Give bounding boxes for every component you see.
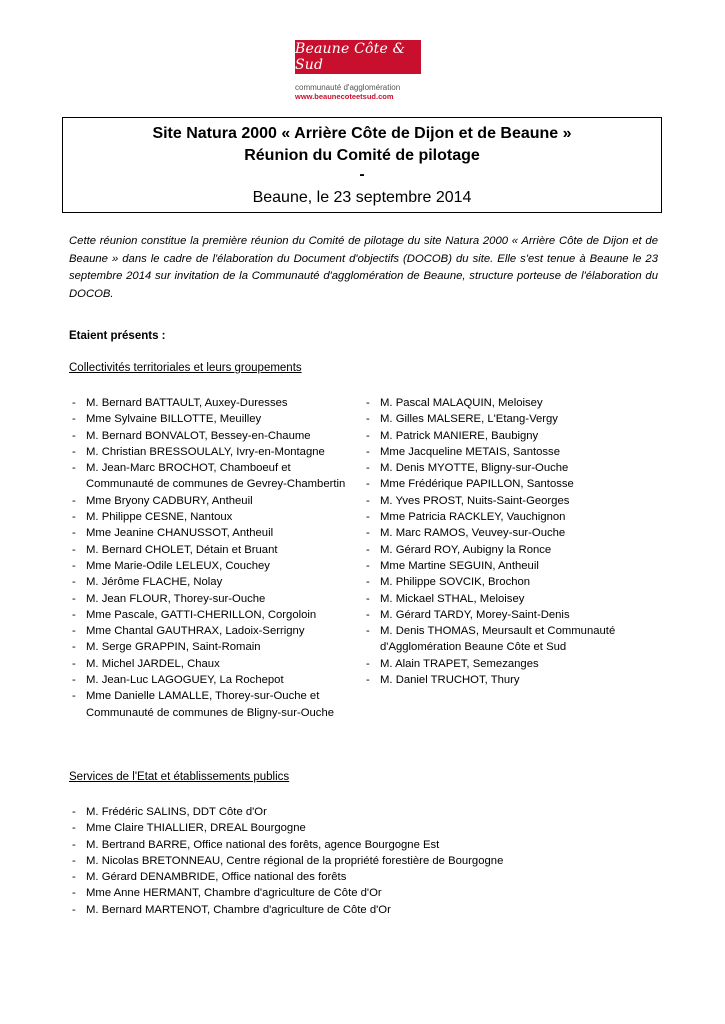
attendee-list-right — [363, 395, 663, 688]
list-item: - M. Patrick MANIERE, Baubigny — [363, 428, 663, 444]
list-item: - Mme Claire THIALLIER, DREAL Bourgogne — [69, 820, 669, 836]
list-item: - M. Nicolas BRETONNEAU, Centre régional de la propriété forestière de Bourgogne — [69, 853, 669, 869]
list-item: - M. Jean FLOUR, Thorey-sur-Ouche — [69, 591, 359, 607]
list-item: - Mme Danielle LAMALLE, Thorey-sur-Ouche et Communauté de communes de Bligny-sur-Ouche — [69, 688, 359, 721]
title-dash: - — [359, 166, 365, 183]
logo-subtitle: communauté d'agglomération — [295, 83, 401, 92]
list-item: - Mme Bryony CADBURY, Antheuil — [69, 493, 359, 509]
list-item: - M. Pascal MALAQUIN, Meloisey — [363, 395, 663, 411]
logo — [295, 40, 435, 101]
section-title-collectivites: Collectivités territoriales et leurs groupements — [69, 362, 302, 374]
present-label: Etaient présents : — [69, 330, 166, 342]
list-item: - M. Alain TRAPET, Semezanges — [363, 656, 663, 672]
list-item: - Mme Frédérique PAPILLON, Santosse — [363, 476, 663, 492]
list-item: - M. Bernard MARTENOT, Chambre d'agriculture de Côte d'Or — [69, 902, 669, 918]
logo-brand: Beaune Côte & Sud — [295, 40, 421, 74]
list-item: - M. Jean-Marc BROCHOT, Chamboeuf et Communauté de communes de Gevrey-Chambertin — [69, 460, 359, 493]
list-item: - M. Bertrand BARRE, Office national des forêts, agence Bourgogne Est — [69, 837, 669, 853]
intro-paragraph: Cette réunion constitue la première réunion du Comité de pilotage du site Natura 2000 « Arrière Côte de Dijon et de Beaune » dans le cadre de l'élaboration du Document d'objectifs (DOCOB) du site. Elle s'est tenue à Beaune le 23 septembre 2014 sur invitation de la Communauté d'agglomération de Beaune, structure porteuse de l'élaboration du DOCOB. — [69, 235, 658, 300]
list-item: - M. Bernard BATTAULT, Auxey-Duresses — [69, 395, 359, 411]
list-item: - Mme Jeanine CHANUSSOT, Antheuil — [69, 525, 359, 541]
list-item: - M. Philippe CESNE, Nantoux — [69, 509, 359, 525]
list-item: - M. Frédéric SALINS, DDT Côte d'Or — [69, 804, 669, 820]
list-item: - Mme Martine SEGUIN, Antheuil — [363, 558, 663, 574]
list-item: - Mme Pascale, GATTI-CHERILLON, Corgoloin — [69, 607, 359, 623]
list-item: - M. Gilles MALSERE, L'Etang-Vergy — [363, 411, 663, 427]
title-box — [62, 117, 662, 213]
list-item: - M. Philippe SOVCIK, Brochon — [363, 574, 663, 590]
place-date: Beaune, le 23 septembre 2014 — [252, 189, 472, 206]
list-item: - Mme Patricia RACKLEY, Vauchignon — [363, 509, 663, 525]
list-item: - M. Bernard BONVALOT, Bessey-en-Chaume — [69, 428, 359, 444]
list-item: - Mme Chantal GAUTHRAX, Ladoix-Serrigny — [69, 623, 359, 639]
document-subtitle: Réunion du Comité de pilotage — [244, 147, 480, 164]
list-item: - M. Mickael STHAL, Meloisey — [363, 591, 663, 607]
list-item: - M. Serge GRAPPIN, Saint-Romain — [69, 639, 359, 655]
list-item: - M. Denis THOMAS, Meursault et Communauté d'Agglomération Beaune Côte et Sud — [363, 623, 663, 656]
list-item: - M. Daniel TRUCHOT, Thury — [363, 672, 663, 688]
list-item: - Mme Anne HERMANT, Chambre d'agriculture de Côte d'Or — [69, 885, 669, 901]
document-title: Site Natura 2000 « Arrière Côte de Dijon et de Beaune » — [152, 125, 572, 142]
services-list — [69, 804, 669, 918]
list-item: - Mme Jacqueline METAIS, Santosse — [363, 444, 663, 460]
list-item: - M. Christian BRESSOULALY, Ivry-en-Montagne — [69, 444, 359, 460]
section-title-services: Services de l'Etat et établissements publics — [69, 771, 290, 783]
list-item: - M. Gérard DENAMBRIDE, Office national des forêts — [69, 869, 669, 885]
logo-url: www.beaunecoteetsud.com — [295, 92, 394, 101]
list-item: - M. Denis MYOTTE, Bligny-sur-Ouche — [363, 460, 663, 476]
attendee-list-left — [69, 395, 359, 721]
list-item: - M. Jean-Luc LAGOGUEY, La Rochepot — [69, 672, 359, 688]
list-item: - M. Gérard ROY, Aubigny la Ronce — [363, 542, 663, 558]
list-item: - M. Marc RAMOS, Veuvey-sur-Ouche — [363, 525, 663, 541]
list-item: - Mme Sylvaine BILLOTTE, Meuilley — [69, 411, 359, 427]
list-item: - M. Bernard CHOLET, Détain et Bruant — [69, 542, 359, 558]
list-item: - M. Gérard TARDY, Morey-Saint-Denis — [363, 607, 663, 623]
list-item: - M. Yves PROST, Nuits-Saint-Georges — [363, 493, 663, 509]
list-item: - M. Jérôme FLACHE, Nolay — [69, 574, 359, 590]
list-item: - M. Michel JARDEL, Chaux — [69, 656, 359, 672]
list-item: - Mme Marie-Odile LELEUX, Couchey — [69, 558, 359, 574]
